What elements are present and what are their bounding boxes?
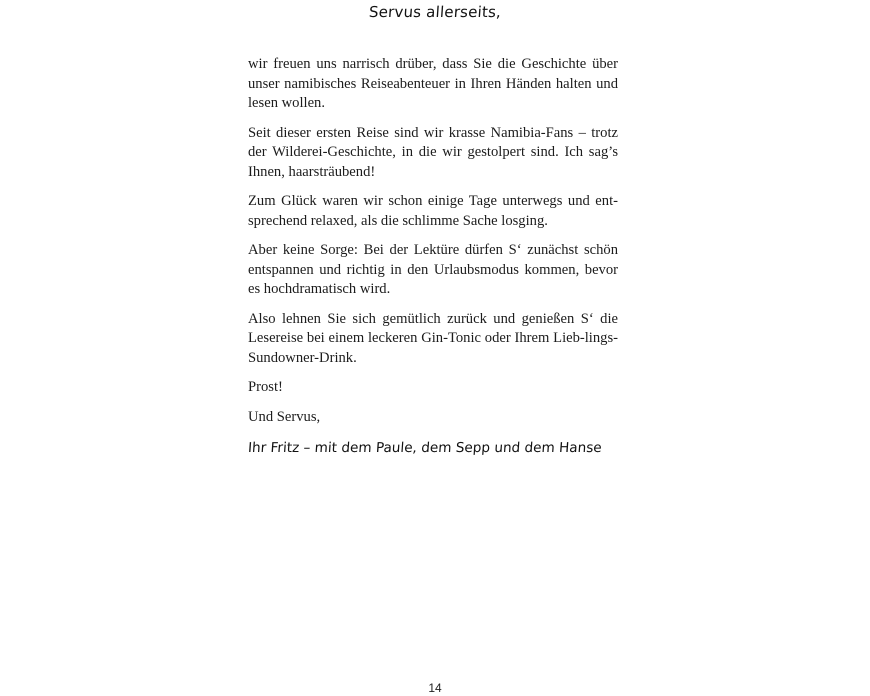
paragraph-relaxed: Zum Glück waren wir schon einige Tage unterwegs und ent-sprechend relaxed, als die schlimme Sache losging. [248,193,618,229]
paragraph-intro: wir freuen uns narrisch drüber, dass Sie die Geschichte über unser namibisches Reiseabenteuer in Ihren Händen halten und lesen wollen. [248,56,618,111]
page-number: 14 [428,681,442,695]
letter-body [248,55,618,459]
paragraph-lean-back: Also lehnen Sie sich gemütlich zurück und genießen S‘ die Lesereise bei einem leckeren Gin-Tonic oder Ihrem Lieb-lings-Sundowner-Drink. [248,310,618,366]
letter-heading: Servus allerseits, [368,3,502,21]
paragraph-no-worries: Aber keine Sorge: Bei der Lektüre dürfen S‘ zunächst schön entspannen und richtig in den Urlaubsmodus kommen, bevor es hochdramatisch wird. [248,242,618,297]
paragraph-farewell: Und Servus, [248,408,321,425]
paragraph-prost: Prost! [248,379,283,395]
paragraph-namibia-fans: Seit dieser ersten Reise sind wir krasse Namibia-Fans – trotz der Wilderei-Geschichte, in die wir gestolpert sind. Ich sag’s Ihnen, haarsträubend! [248,124,618,180]
signature: Ihr Fritz – mit dem Paule, dem Sepp und dem Hanse [247,440,603,456]
